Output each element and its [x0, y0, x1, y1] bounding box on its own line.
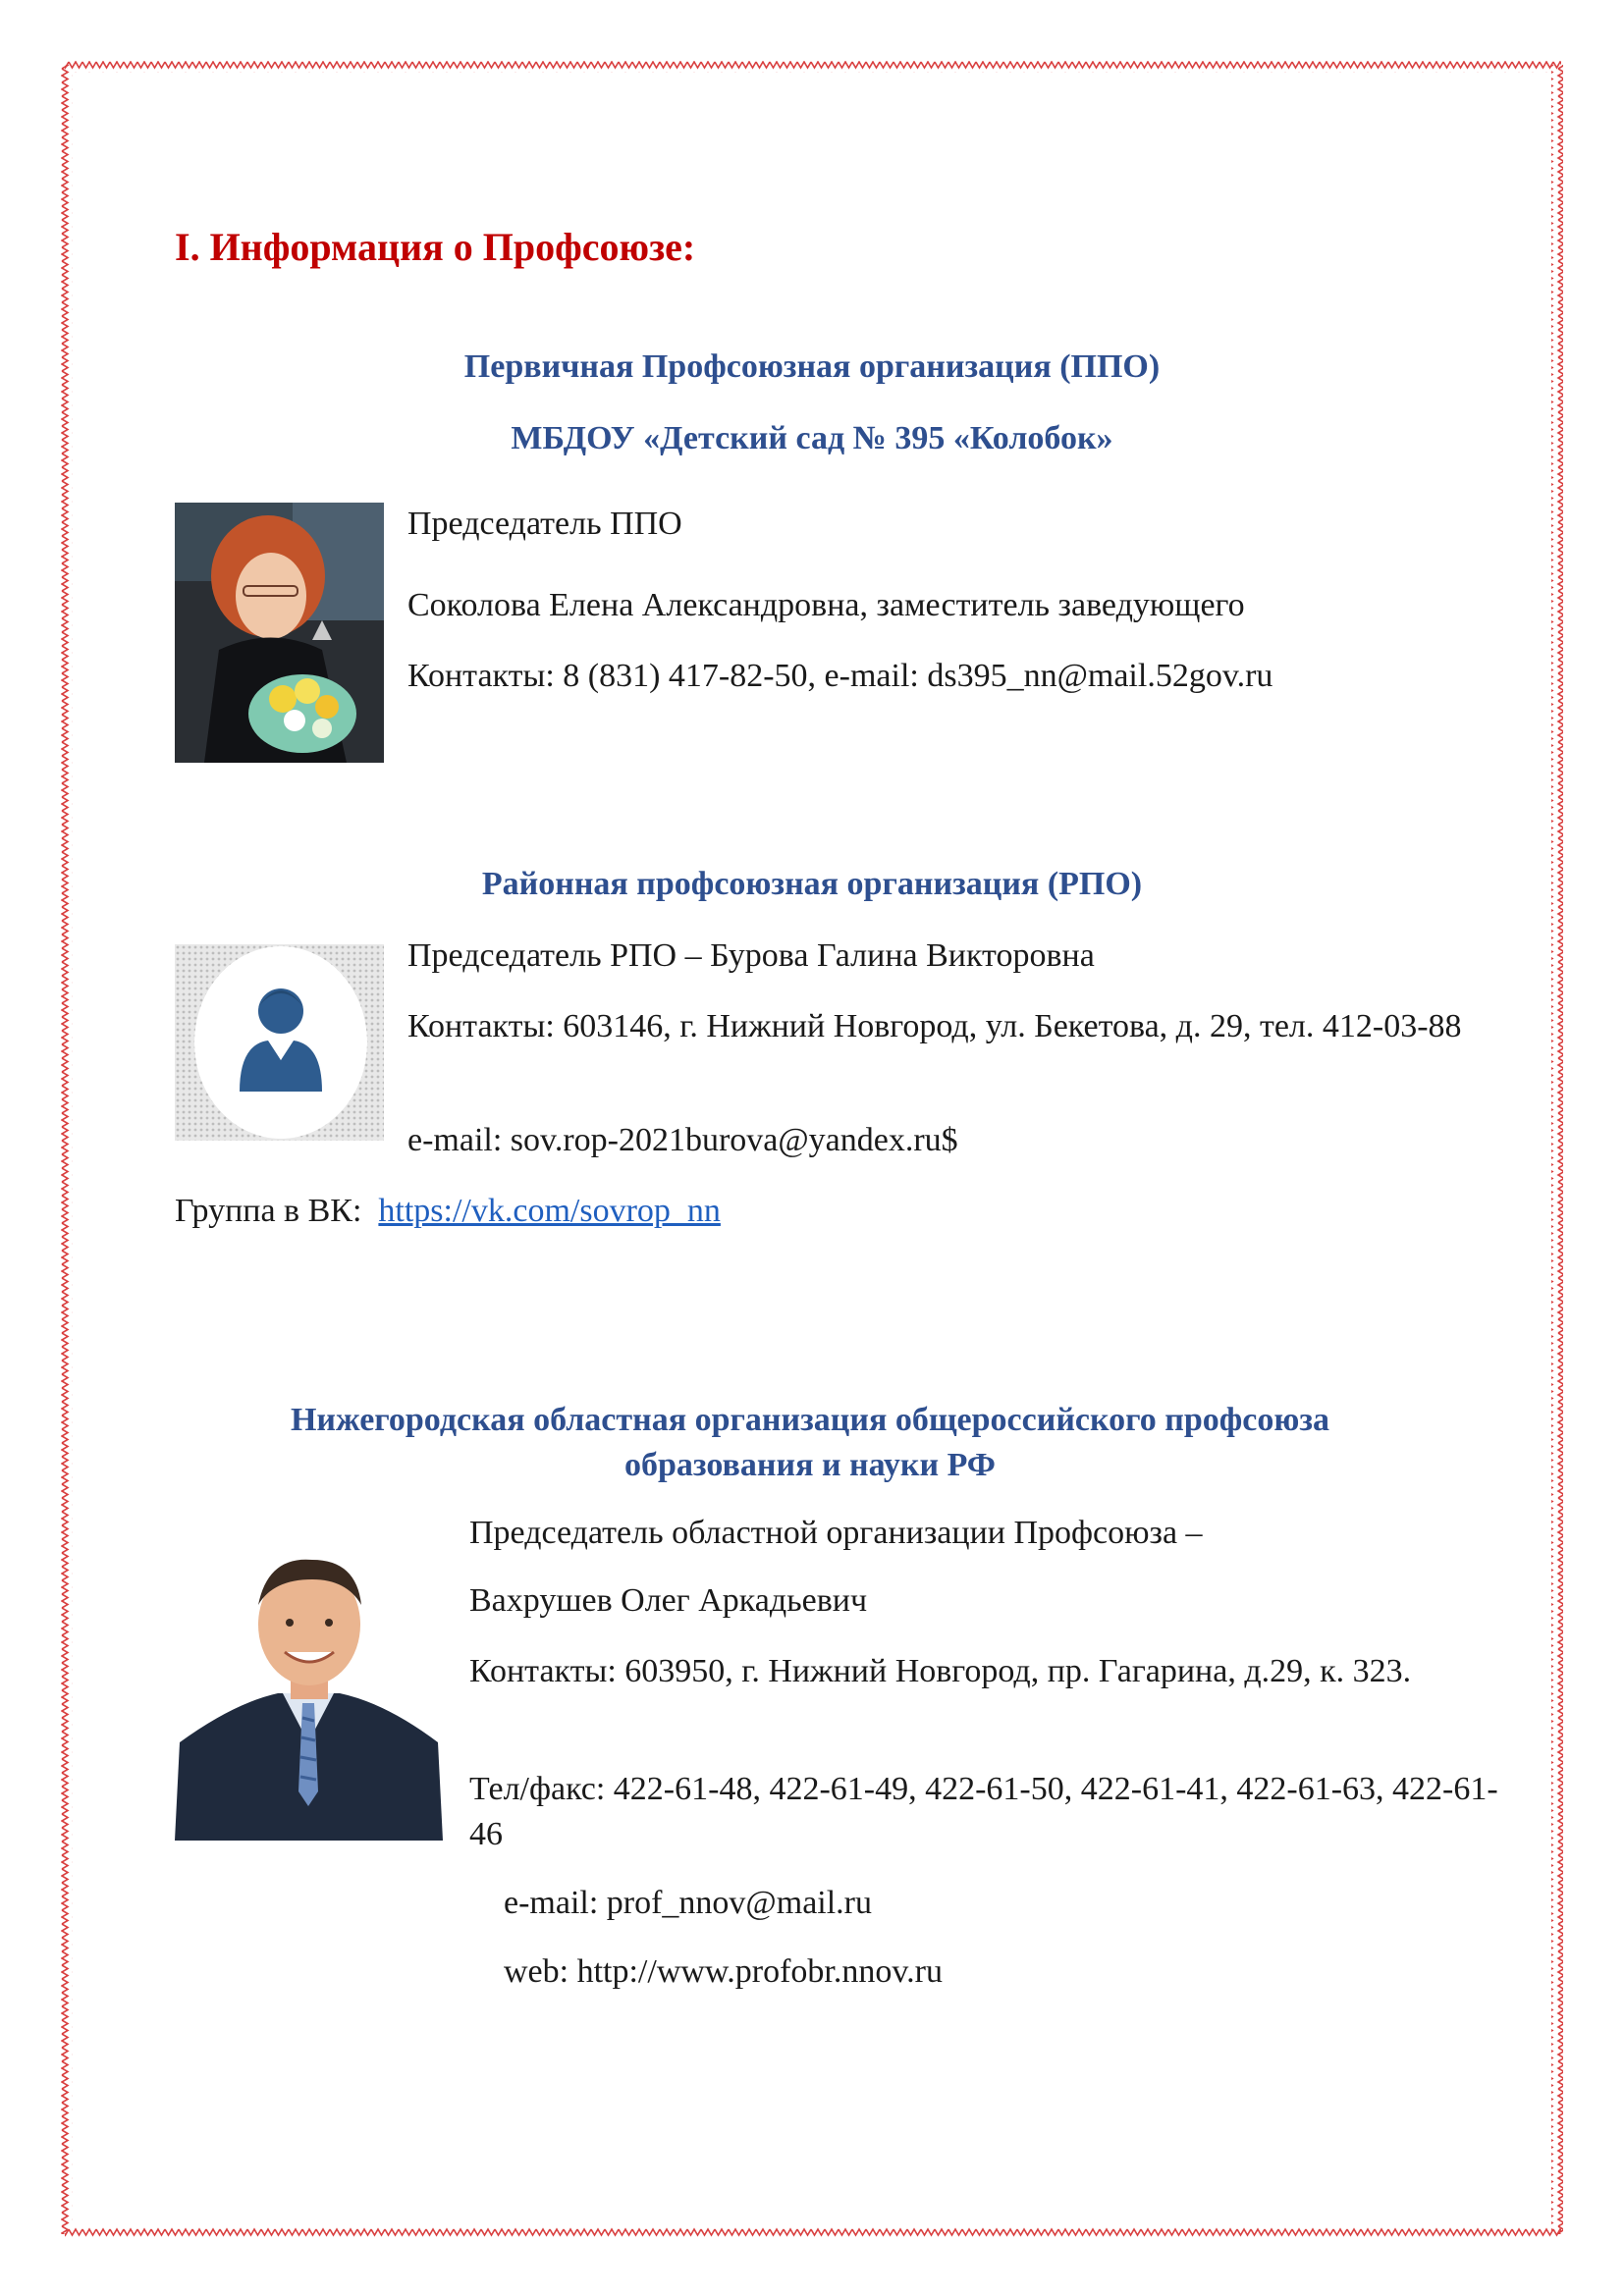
regional-email: e-mail: prof_nnov@mail.ru: [504, 1885, 872, 1921]
regional-contacts: Контакты: 603950, г. Нижний Новгород, пр. Гагарина, д.29, к. 323.: [469, 1653, 1412, 1689]
rpo-vk-link[interactable]: https://vk.com/sovrop_nn: [378, 1193, 721, 1229]
rpo-chairman: Председатель РПО – Бурова Галина Викторовна: [407, 937, 1095, 974]
rpo-vk-label: Группа в ВК:: [175, 1193, 362, 1229]
regional-phones: Тел/факс: 422-61-48, 422-61-49, 422-61-50, 422-61-41, 422-61-63, 422-61-46: [469, 1771, 1498, 1852]
ppo-title-line1: Первичная Профсоюзная организация (ППО): [463, 348, 1161, 385]
ppo-title-line2: МБДОУ «Детский сад № 395 «Колобок»: [511, 420, 1113, 456]
regional-chairman-photo: [175, 1546, 443, 1841]
ppo-chairman-photo: [175, 503, 384, 763]
ppo-contacts: Контакты: 8 (831) 417-82-50, e-mail: ds395_nn@mail.52gov.ru: [407, 658, 1273, 694]
rpo-title: Районная профсоюзная организация (РПО): [481, 866, 1143, 902]
regional-title: Нижегородская областная организация общероссийского профсоюза образования и науки РФ: [290, 1402, 1330, 1483]
regional-role: Председатель областной организации Профсоюза –: [469, 1515, 1203, 1551]
page-heading: I. Информация о Профсоюзе:: [175, 225, 696, 269]
rpo-vk-row: [175, 1193, 721, 1230]
rpo-avatar: [175, 944, 384, 1141]
ppo-role: Председатель ППО: [407, 506, 682, 542]
ppo-chairman-name: Соколова Елена Александровна, заместитель заведующего: [407, 587, 1245, 623]
regional-web: web: http://www.profobr.nnov.ru: [504, 1953, 943, 1990]
rpo-contacts: Контакты: 603146, г. Нижний Новгород, ул. Бекетова, д. 29, тел. 412-03-88: [407, 1008, 1462, 1044]
regional-chairman-name: Вахрушев Олег Аркадьевич: [469, 1582, 868, 1619]
rpo-email: e-mail: sov.rop-2021burova@yandex.ru$: [407, 1122, 958, 1158]
